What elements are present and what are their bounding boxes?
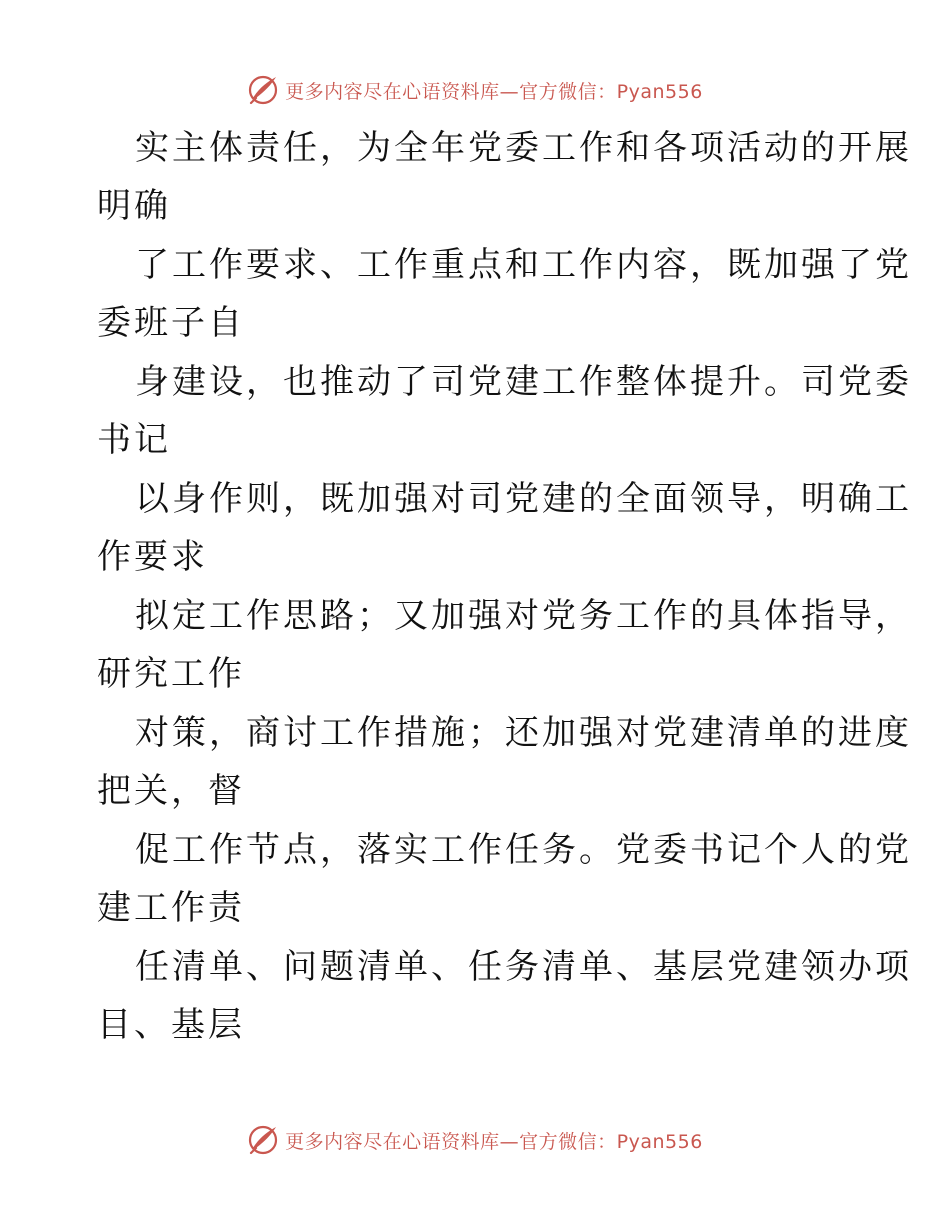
- paragraph-line: 委班子自: [97, 303, 245, 343]
- paragraph-line: 促工作节点，落实工作任务。党委书记个人的党: [135, 830, 912, 870]
- paragraph-line: 对策，商讨工作措施；还加强对党建清单的进度: [135, 713, 912, 753]
- quill-pen-icon: [247, 74, 279, 106]
- paragraph-line: 任清单、问题清单、任务清单、基层党建领办项: [135, 947, 912, 987]
- paragraph-line: 以身作则，既加强对司党建的全面领导，明确工: [135, 479, 912, 519]
- paragraph-line: 把关，督: [97, 771, 245, 811]
- paragraph-line: 实主体责任，为全年党委工作和各项活动的开展: [135, 128, 912, 168]
- footer-watermark: [0, 1120, 950, 1160]
- header-watermark-text: 更多内容尽在心语资料库—官方微信：Pyan556: [285, 80, 703, 103]
- paragraph-line: 拟定工作思路；又加强对党务工作的具体指导，: [135, 596, 912, 636]
- paragraph-line: 目、基层: [97, 1005, 245, 1045]
- paragraph-line: 书记: [97, 420, 171, 460]
- paragraph-line: 了工作要求、工作重点和工作内容，既加强了党: [135, 245, 912, 285]
- paragraph-line: 建工作责: [97, 888, 245, 928]
- paragraph-line: 明确: [97, 186, 171, 226]
- header-watermark: [0, 70, 950, 110]
- quill-pen-icon: [247, 1124, 279, 1156]
- paragraph-line: 作要求: [97, 537, 208, 577]
- paragraph-line: 身建设，也推动了司党建工作整体提升。司党委: [135, 362, 912, 402]
- paragraph-line: 研究工作: [97, 654, 245, 694]
- footer-watermark-text: 更多内容尽在心语资料库—官方微信：Pyan556: [285, 1130, 703, 1153]
